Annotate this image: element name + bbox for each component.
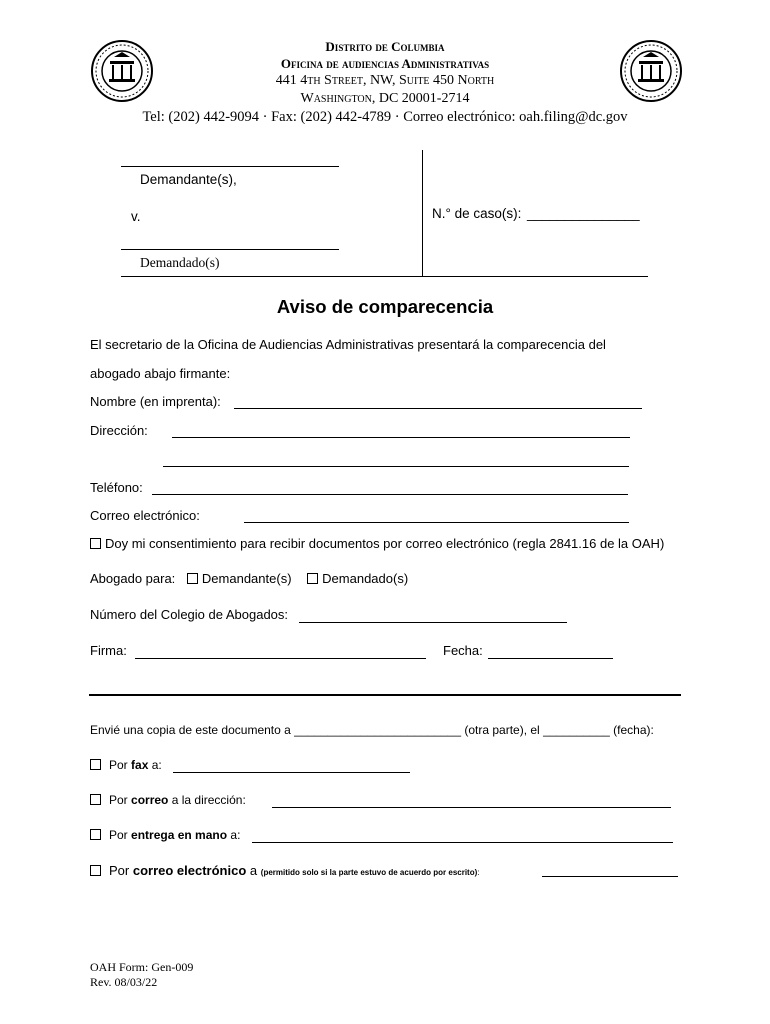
hand-method-label: entrega en mano (131, 828, 228, 842)
caption-divider (422, 150, 423, 276)
email-service-suffix-label: a (249, 863, 258, 878)
defendant-label: Demandado(s) (140, 255, 220, 270)
fax-row (90, 758, 162, 772)
email-label: Correo electrónico: (90, 508, 200, 523)
email-field[interactable] (244, 522, 629, 523)
plaintiff-checkbox[interactable] (187, 573, 198, 584)
signature-field[interactable] (135, 658, 426, 659)
case-number-label: N.° de caso(s): (432, 206, 522, 221)
consent-row (90, 536, 664, 551)
date-field[interactable] (488, 658, 613, 659)
fax-suffix-label: a: (151, 758, 162, 772)
form-number: OAH Form: Gen-009 (90, 960, 194, 974)
hand-suffix-label: a: (230, 828, 241, 842)
intro-text-2: abogado abajo firmante: (90, 366, 231, 381)
mail-by-label: Por (109, 793, 128, 807)
mail-checkbox[interactable] (90, 794, 101, 805)
email-service-method-label: correo electrónico (132, 863, 247, 878)
header-city: Washington, DC 20001-2714 (300, 91, 470, 106)
name-field[interactable] (234, 408, 642, 409)
form-title: Aviso de comparecencia (276, 296, 494, 317)
header-street: 441 4th Street, NW, Suite 450 North (275, 73, 495, 88)
email-service-note: (permitido solo si la parte estuvo de acuerdo por escrito) (260, 868, 478, 877)
defendant-line[interactable] (121, 249, 339, 250)
consent-checkbox[interactable] (90, 538, 101, 549)
section-divider (89, 694, 681, 696)
address-field-1[interactable] (172, 437, 630, 438)
other-party-label: (otra parte), el (464, 723, 540, 737)
defendant-option: Demandado(s) (322, 571, 409, 586)
fax-checkbox[interactable] (90, 759, 101, 770)
intro-text-1: El secretario de la Oficina de Audiencias Administrativas presentará la comparecencia del (90, 337, 606, 352)
email-service-checkbox[interactable] (90, 865, 101, 876)
attorney-for-label: Abogado para: (90, 571, 176, 586)
plaintiff-option: Demandante(s) (201, 571, 292, 586)
address-field-2[interactable] (163, 466, 629, 467)
email-service-row (90, 863, 480, 878)
service-date-label: (fecha): (613, 723, 654, 737)
service-date-field[interactable]: __________ (543, 723, 610, 737)
plaintiff-label: Demandante(s), (140, 172, 237, 187)
bar-number-label: Número del Colegio de Abogados: (90, 607, 289, 622)
defendant-checkbox[interactable] (307, 573, 318, 584)
mail-method-label: correo (131, 793, 169, 807)
service-intro-row (90, 723, 654, 737)
name-label: Nombre (en imprenta): (90, 394, 221, 409)
hand-by-label: Por (109, 828, 128, 842)
case-number-field[interactable]: _______________ (527, 206, 640, 221)
revision-date: Rev. 08/03/22 (90, 975, 158, 989)
phone-label: Teléfono: (90, 480, 143, 495)
service-intro-label: Envié una copia de este documento a (90, 723, 291, 737)
date-label: Fecha: (443, 643, 483, 658)
mail-row (90, 793, 246, 807)
hand-field[interactable] (252, 842, 673, 843)
email-service-note-colon: : (477, 868, 480, 877)
email-service-field[interactable] (542, 876, 678, 877)
consent-label: Doy mi consentimiento para recibir documentos por correo electrónico (regla 2841.16 de la OAH) (105, 536, 665, 551)
attorney-for-row (90, 571, 408, 586)
hand-row (90, 828, 240, 842)
address-label: Dirección: (90, 423, 148, 438)
fax-field[interactable] (173, 772, 410, 773)
versus-label: v. (131, 209, 141, 224)
plaintiff-line[interactable] (121, 166, 339, 167)
phone-field[interactable] (152, 494, 628, 495)
bar-number-field[interactable] (299, 622, 567, 623)
signature-label: Firma: (90, 643, 127, 658)
fax-by-label: Por (109, 758, 128, 772)
hand-checkbox[interactable] (90, 829, 101, 840)
caption-bottom-rule (121, 276, 648, 277)
header-contact: Tel: (202) 442-9094 · Fax: (202) 442-4789 · Correo electrónico: oah.filing@dc.gov (142, 109, 628, 125)
email-service-by-label: Por (109, 863, 130, 878)
mail-suffix-label: a la dirección: (171, 793, 246, 807)
mail-field[interactable] (272, 807, 671, 808)
fax-method-label: fax (131, 758, 149, 772)
header-office: Oficina de audiencias Administrativas (280, 56, 490, 71)
other-party-field[interactable]: _________________________ (294, 723, 462, 737)
header-district: Distrito de Columbia (325, 39, 445, 54)
